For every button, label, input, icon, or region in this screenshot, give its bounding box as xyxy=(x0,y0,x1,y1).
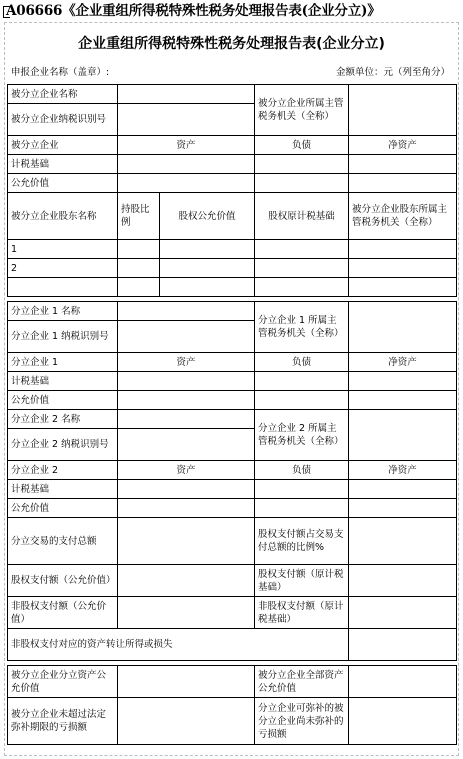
shareholder-3-equity-fv[interactable] xyxy=(160,278,255,297)
equity-payment-tb-label: 股权支付额（原计税基础） xyxy=(255,565,349,597)
split2-name-value[interactable] xyxy=(118,410,255,429)
remaining-losses-value[interactable] xyxy=(349,698,457,745)
equity-payment-tb-value[interactable] xyxy=(349,565,457,597)
split1-name-label: 分立企业 1 名称 xyxy=(8,302,118,321)
split2-tax-authority-label: 分立企业 2 所属主管税务机关（全称） xyxy=(255,410,349,461)
split2-net-assets-fair-value[interactable] xyxy=(349,499,457,518)
split1-net-assets-fair-value[interactable] xyxy=(349,391,457,410)
split2-net-assets-header: 净资产 xyxy=(349,461,457,480)
split1-net-assets-tax-basis[interactable] xyxy=(349,372,457,391)
split2-liabilities-header: 负债 xyxy=(255,461,349,480)
split1-name-value[interactable] xyxy=(118,302,255,321)
split2-fair-value-label: 公允价值 xyxy=(8,499,118,518)
split2-tax-basis-label: 计税基础 xyxy=(8,480,118,499)
shareholder-1-equity-tb[interactable] xyxy=(255,240,349,259)
all-assets-fv-value[interactable] xyxy=(349,666,457,698)
holding-ratio-header: 持股比例 xyxy=(118,193,160,240)
split1-tax-id-value[interactable] xyxy=(118,321,255,353)
divided-assets-fair-value[interactable] xyxy=(118,174,255,193)
split1-liabilities-header: 负债 xyxy=(255,353,349,372)
equity-payment-ratio-value[interactable] xyxy=(349,518,457,565)
shareholder-1-ratio[interactable] xyxy=(118,240,160,259)
divided-net-assets-fair-value[interactable] xyxy=(349,174,457,193)
assets-header: 资产 xyxy=(118,136,255,155)
split2-tax-authority-value[interactable] xyxy=(349,410,457,461)
split2-liabilities-fair-value[interactable] xyxy=(255,499,349,518)
split2-assets-header: 资产 xyxy=(118,461,255,480)
split1-tax-authority-value[interactable] xyxy=(349,302,457,353)
unexpired-losses-label: 被分立企业未超过法定弥补期限的亏损额 xyxy=(8,698,118,745)
non-equity-payment-tb-label: 非股权支付额（原计税基础） xyxy=(255,597,349,629)
divided-net-assets-tax-basis[interactable] xyxy=(349,155,457,174)
split2-label: 分立企业 2 xyxy=(8,461,118,480)
split1-label: 分立企业 1 xyxy=(8,353,118,372)
total-consideration-label: 分立交易的支付总额 xyxy=(8,518,118,565)
shareholder-2-authority[interactable] xyxy=(349,259,457,278)
divided-tax-authority-label: 被分立企业所属主管税务机关（全称） xyxy=(255,85,349,136)
split2-liabilities-tax-basis[interactable] xyxy=(255,480,349,499)
shareholder-1-authority[interactable] xyxy=(349,240,457,259)
divided-tax-id-value[interactable] xyxy=(118,104,255,136)
split1-tax-authority-label: 分立企业 1 所属主管税务机关（全称） xyxy=(255,302,349,353)
applicant-label: 申报企业名称（盖章）: xyxy=(11,67,110,78)
divided-company-label: 被分立企业 xyxy=(8,136,118,155)
tax-basis-label: 计税基础 xyxy=(8,155,118,174)
non-equity-payment-fv-value[interactable] xyxy=(118,597,255,629)
fair-value-label: 公允价值 xyxy=(8,174,118,193)
unexpired-losses-value[interactable] xyxy=(118,698,255,745)
report-table xyxy=(7,84,457,745)
split1-assets-header: 资产 xyxy=(118,353,255,372)
document-title: A06666《企业重组所得税特殊性税务处理报告表(企业分立)》 xyxy=(6,3,381,19)
shareholder-row-2[interactable]: 2 xyxy=(8,259,118,278)
liabilities-header: 负债 xyxy=(255,136,349,155)
shareholder-2-ratio[interactable] xyxy=(118,259,160,278)
unit-label: 金额单位：元（列至角分） xyxy=(335,67,450,78)
split2-tax-id-label: 分立企业 2 纳税识别号 xyxy=(8,429,118,461)
non-equity-payment-tb-value[interactable] xyxy=(349,597,457,629)
divided-liabilities-tax-basis[interactable] xyxy=(255,155,349,174)
split2-tax-id-value[interactable] xyxy=(118,429,255,461)
equity-payment-ratio-label: 股权支付额占交易支付总额的比例% xyxy=(255,518,349,565)
shareholder-1-equity-fv[interactable] xyxy=(160,240,255,259)
non-equity-gain-loss-value[interactable] xyxy=(349,629,457,661)
split2-net-assets-tax-basis[interactable] xyxy=(349,480,457,499)
non-equity-payment-fv-label: 非股权支付额（公允价值） xyxy=(8,597,118,629)
split2-assets-fair-value[interactable] xyxy=(118,499,255,518)
split2-assets-tax-basis[interactable] xyxy=(118,480,255,499)
divided-name-label: 被分立企业名称 xyxy=(8,85,118,104)
total-consideration-value[interactable] xyxy=(118,518,255,565)
split1-assets-tax-basis[interactable] xyxy=(118,372,255,391)
divided-name-value[interactable] xyxy=(118,85,255,104)
split1-tax-id-label: 分立企业 1 纳税识别号 xyxy=(8,321,118,353)
split2-name-label: 分立企业 2 名称 xyxy=(8,410,118,429)
form-title: 企业重组所得税特殊性税务处理报告表(企业分立) xyxy=(78,36,385,52)
split1-net-assets-header: 净资产 xyxy=(349,353,457,372)
shareholder-row-3[interactable] xyxy=(8,278,118,297)
shareholder-3-ratio[interactable] xyxy=(118,278,160,297)
shareholder-name-header: 被分立企业股东名称 xyxy=(8,193,118,240)
split1-fair-value-label: 公允价值 xyxy=(8,391,118,410)
divided-tax-id-label: 被分立企业纳税识别号 xyxy=(8,104,118,136)
divided-assets-tax-basis[interactable] xyxy=(118,155,255,174)
split-assets-fv-value[interactable] xyxy=(118,666,255,698)
equity-payment-fv-label: 股权支付额（公允价值） xyxy=(8,565,118,597)
split1-assets-fair-value[interactable] xyxy=(118,391,255,410)
all-assets-fv-label: 被分立企业全部资产公允价值 xyxy=(255,666,349,698)
split1-tax-basis-label: 计税基础 xyxy=(8,372,118,391)
non-equity-gain-loss-label: 非股权支付对应的资产转让所得或损失 xyxy=(8,629,349,661)
net-assets-header: 净资产 xyxy=(349,136,457,155)
split1-liabilities-fair-value[interactable] xyxy=(255,391,349,410)
divided-liabilities-fair-value[interactable] xyxy=(255,174,349,193)
split1-liabilities-tax-basis[interactable] xyxy=(255,372,349,391)
shareholder-3-authority[interactable] xyxy=(349,278,457,297)
split-assets-fv-label: 被分立企业分立资产公允价值 xyxy=(8,666,118,698)
equity-original-tax-basis-header: 股权原计税基础 xyxy=(255,193,349,240)
shareholder-2-equity-tb[interactable] xyxy=(255,259,349,278)
shareholder-2-equity-fv[interactable] xyxy=(160,259,255,278)
equity-fair-value-header: 股权公允价值 xyxy=(160,193,255,240)
remaining-losses-label: 分立企业可弥补的被分立企业尚未弥补的亏损额 xyxy=(255,698,349,745)
shareholder-tax-authority-header: 被分立企业股东所属主管税务机关（全称） xyxy=(349,193,457,240)
divided-tax-authority-value[interactable] xyxy=(349,85,457,136)
equity-payment-fv-value[interactable] xyxy=(118,565,255,597)
shareholder-row-1[interactable]: 1 xyxy=(8,240,118,259)
shareholder-3-equity-tb[interactable] xyxy=(255,278,349,297)
